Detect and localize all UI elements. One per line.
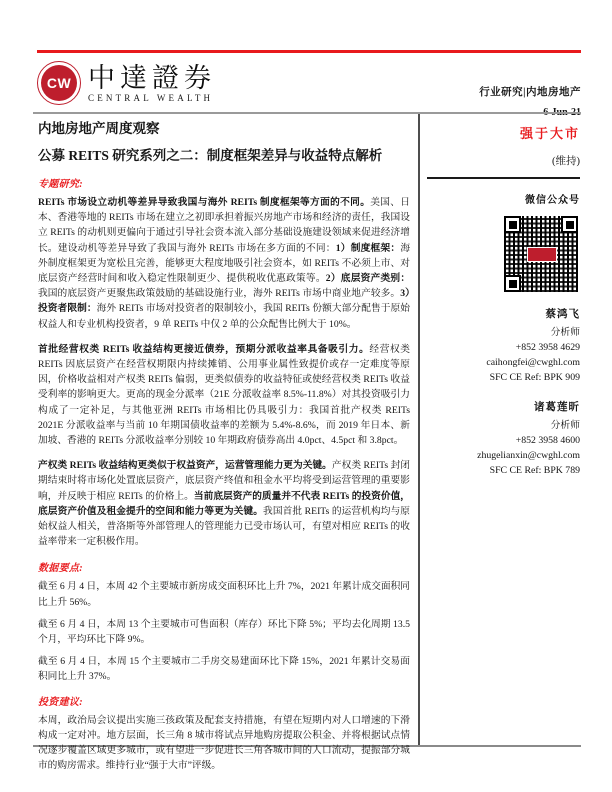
data-item: 截至 6 月 4 日，本周 13 个主要城市可售面积（库存）环比下降 5%；平均去化周期 13.5 个月，平均环比下降 9%。 (38, 618, 410, 646)
analyst-sfc-ref: SFC CE Ref: BPK 789 (489, 465, 580, 476)
column-divider (418, 114, 420, 745)
analyst-sfc-ref: SFC CE Ref: BPK 909 (489, 372, 580, 383)
header-rule (33, 112, 581, 114)
rating-badge: 强于大市 (519, 126, 580, 141)
analyst-name: 蔡鸿飞 (545, 309, 580, 320)
analyst-phone: +852 3958 4629 (515, 342, 580, 353)
qr-finder-icon (504, 275, 521, 292)
cw-logo-monogram: CW (41, 65, 77, 101)
qr-center-logo-icon (527, 247, 557, 262)
data-item: 截至 6 月 4 日，本周 15 个主要城市二手房交易建面环比下降 15%，2021 年累计交易面积同比上升 37%。 (38, 656, 410, 683)
body-paragraph: 产权类 REITs 收益结构更类似于权益资产，运营管理能力更为关键。产权类 REITs 封闭期结束时将市场化处置底层资产，底层资产终值和租金水平均将受到运营管理的重要影响，并反映于相应 REITs 的价格上。当前底层资产的质量并不代表 REITs 的投资价值，底层资产价值及租金提升的空间和能力等更为关键。我国首批 REITs 的运营机构均与原始权益人相关，普洛斯等外部管理人的管理能力已受市场认可，有望对相应 REITs 的收益率带来一定积极作用。 (38, 460, 410, 548)
brand-name-cn: 中達證券 (88, 62, 216, 93)
analyst-name: 诸葛莲昕 (534, 402, 580, 413)
analyst-phone: +852 3958 4600 (515, 435, 580, 446)
brand-name-en: CENTRAL WEALTH (88, 92, 214, 103)
section-heading-advice: 投资建议: (38, 696, 83, 708)
sidebar (427, 123, 580, 478)
section-heading-topic: 专题研究: (38, 179, 83, 190)
rating-status: (维持) (552, 156, 580, 167)
qr-finder-icon (504, 216, 521, 233)
brand-text (88, 64, 216, 103)
report-category: 行业研究|内地房地产 (479, 87, 581, 98)
brand-logo (37, 61, 216, 105)
analyst-role: 分析师 (550, 327, 580, 338)
analyst-email: zhugelianxin@cwghl.com (477, 450, 580, 461)
data-item: 截至 6 月 4 日，本周 42 个主要城市新房成交面积环比上升 7%，2021 年累计成交面积同比上升 56%。 (38, 581, 410, 608)
advice-paragraph: 本周，政治局会议提出实施三孩政策及配套支持措施，有望在短期内对人口增速的下滑构成一定对冲。地方层面，长三角 8 城市将试点异地购房提取公积金、并将根据试点情况逐步覆盖区域更多城市，或有望进一步促进长三角各城市间的人口流动，提振部分城市的购房需求。维持行业“强于大市”评级。 (38, 714, 410, 772)
main-column (38, 119, 410, 784)
top-red-rule (37, 50, 581, 53)
body-paragraph: REITs 市场设立动机等差异导致我国与海外 REITs 制度框架等方面的不同。美国、日本、香港等地的 REITs 市场在建立之初即承担着振兴房地产市场和经济的责任，我国设立 REITs 的动机则更偏向于通过引导社会资本流入部分基础设施建设领域来促进经济增长。建设动机等差异导致了我国与海外 REITs 市场在多方面的不同：1）制度框架：海外制度框架更为宽松且完善，能够更大程度地吸引社会资本，如 REITs 不必须上市、对底层资产经营时间和收入稳定性限制更少、提供税收优惠政策等。2）底层资产类别：我国的底层资产更聚焦政策鼓励的基础设施行业，海外 REITs 市场中商业地产较多。3）投资者限制：海外 REITs 市场对投资者的限制较小，我国 REITs 份额大部分配售于原始权益人和专业机构投资者，9 单 REITs 中仅 2 单的公众配售比例大于 10%。 (38, 197, 411, 330)
qr-finder-icon (561, 216, 578, 233)
section-data-highlights (38, 559, 410, 684)
analyst-email: caihongfei@cwghl.com (486, 357, 580, 368)
wechat-qr-code-icon (504, 216, 578, 292)
sidebar-rule (427, 177, 580, 179)
analyst-card (427, 400, 580, 478)
section-investment-advice (38, 693, 410, 774)
body-paragraph: 首批经营权类 REITs 收益结构更接近债券，预期分派收益率具备吸引力。经营权类 REITs 因底层资产在经营权期限内持续摊销、公用事业属性致提价或存一定难度等原因，价格收益相对产权类 REITs 偏弱，更类似债券的收益特征或使经营权类 REITs 收益受利率的影响更大。更高的现金分派率（21E 分派收益率 8.5%-11.8%）对其投资吸引力构成了一定补足，与其他亚洲 REITs 市场相比仍具吸引力：我国首批产权类 REITs 2021E 分派收益率与当前 10 年期国债收益率的差额为 5.4%-8.6%，而 2019 年日本、新加坡、香港的 REITs 分派收益率分别较 10 年期政府债券高出 4.0pct、4.5pct 和 3.8pct。 (38, 343, 410, 447)
cw-logo-icon (37, 61, 81, 105)
report-subtitle: 公募 REITS 研究系列之二：制度框架差异与收益特点解析 (38, 148, 383, 163)
page-title: 内地房地产周度观察 (38, 121, 160, 136)
wechat-account-label: 微信公众号 (525, 195, 580, 206)
section-topic-research (38, 175, 410, 549)
analyst-card (427, 307, 580, 385)
section-heading-data: 数据要点: (38, 563, 83, 575)
analyst-role: 分析师 (550, 420, 580, 431)
